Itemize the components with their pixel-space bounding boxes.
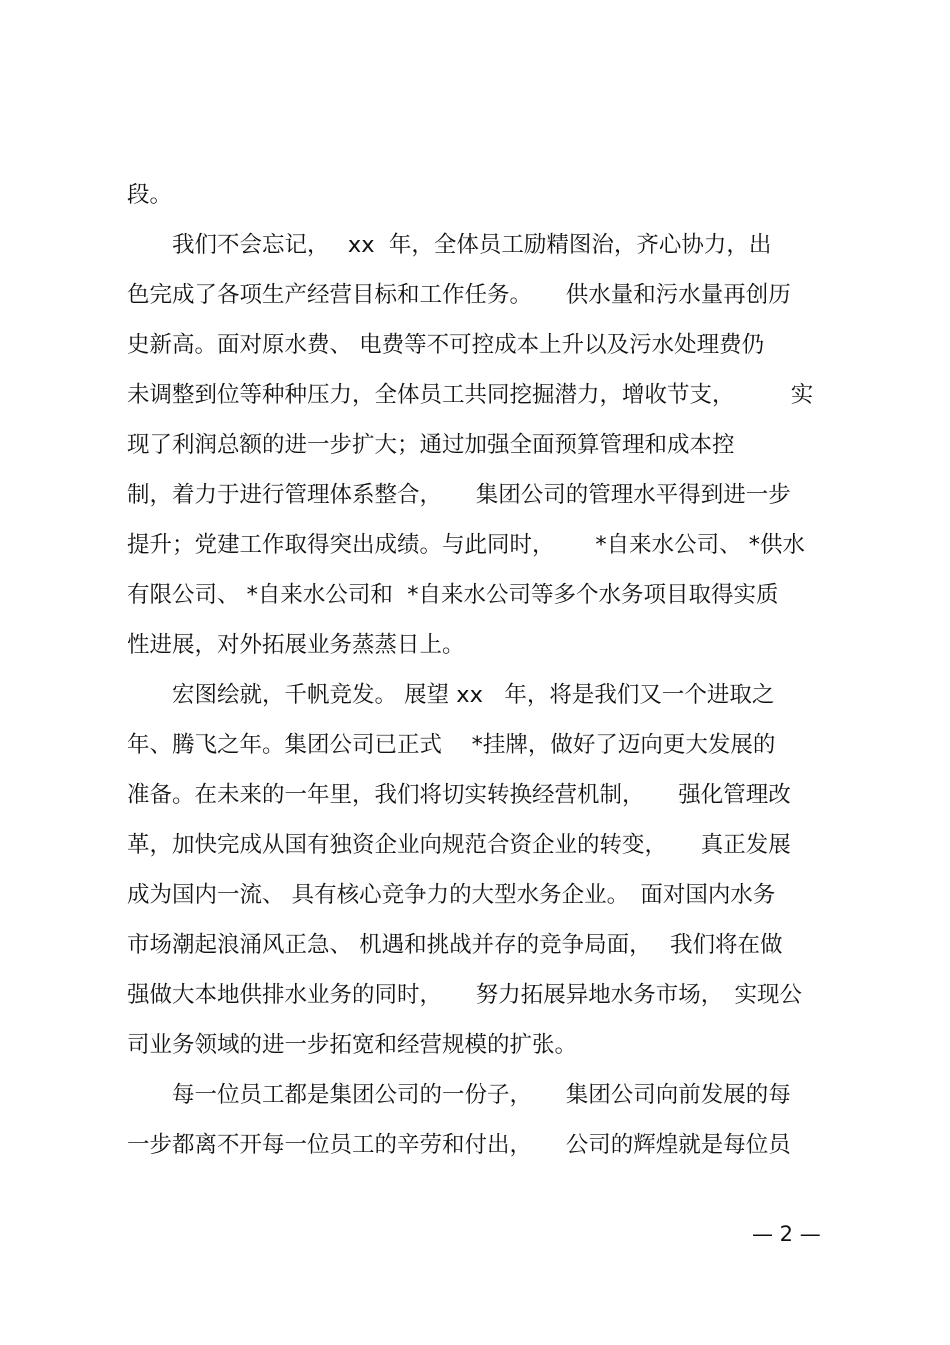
page-number: — 2 —	[752, 1222, 821, 1246]
text-line: 成为国内一流、 具有核心竞争力的大型水务企业。 面对国内水务	[127, 882, 776, 908]
text-line: 有限公司、 *自来水公司和 *自来水公司等多个水务项目取得实质	[127, 582, 779, 608]
text-line: 准备。在未来的一年里，我们将切实转换经营机制， 强化管理改	[127, 782, 791, 808]
text-line: 一步都离不开每一位员工的辛劳和付出， 公司的辉煌就是每位员	[127, 1132, 791, 1158]
text-line: 提升；党建工作取得突出成绩。与此同时， *自来水公司、 *供水	[127, 532, 806, 558]
text-line: 我们不会忘记， xx 年，全体员工励精图治，齐心协力，出	[172, 232, 772, 258]
text-line: 段。	[127, 182, 173, 208]
text-line: 强做大本地供排水业务的同时， 努力拓展异地水务市场， 实现公	[127, 982, 803, 1008]
text-line: 革，加快完成从国有独资企业向规范合资企业的转变， 真正发展	[127, 832, 791, 858]
text-line: 市场潮起浪涌风正急、 机遇和挑战并存的竞争局面， 我们将在做	[127, 932, 783, 958]
text-line: 司业务领域的进一步拓宽和经营规模的扩张。	[127, 1032, 578, 1058]
text-line: 未调整到位等种种压力，全体员工共同挖掘潜力，增收节支， 实	[127, 382, 814, 408]
text-line: 每一位员工都是集团公司的一份子， 集团公司向前发展的每	[172, 1082, 791, 1108]
text-line: 性进展，对外拓展业务蒸蒸日上。	[127, 632, 465, 658]
text-line: 宏图绘就，千帆竞发。 展望 xx 年，将是我们又一个进取之	[172, 682, 775, 708]
text-line: 史新高。面对原水费、 电费等不可控成本上升以及污水处理费仍	[127, 332, 765, 358]
text-line: 制，着力于进行管理体系整合， 集团公司的管理水平得到进一步	[127, 482, 791, 508]
text-line: 年、腾飞之年。集团公司已正式 *挂牌，做好了迈向更大发展的	[127, 732, 776, 758]
text-line: 现了利润总额的进一步扩大；通过加强全面预算管理和成本控	[127, 432, 735, 458]
text-line: 色完成了各项生产经营目标和工作任务。 供水量和污水量再创历	[127, 282, 791, 308]
